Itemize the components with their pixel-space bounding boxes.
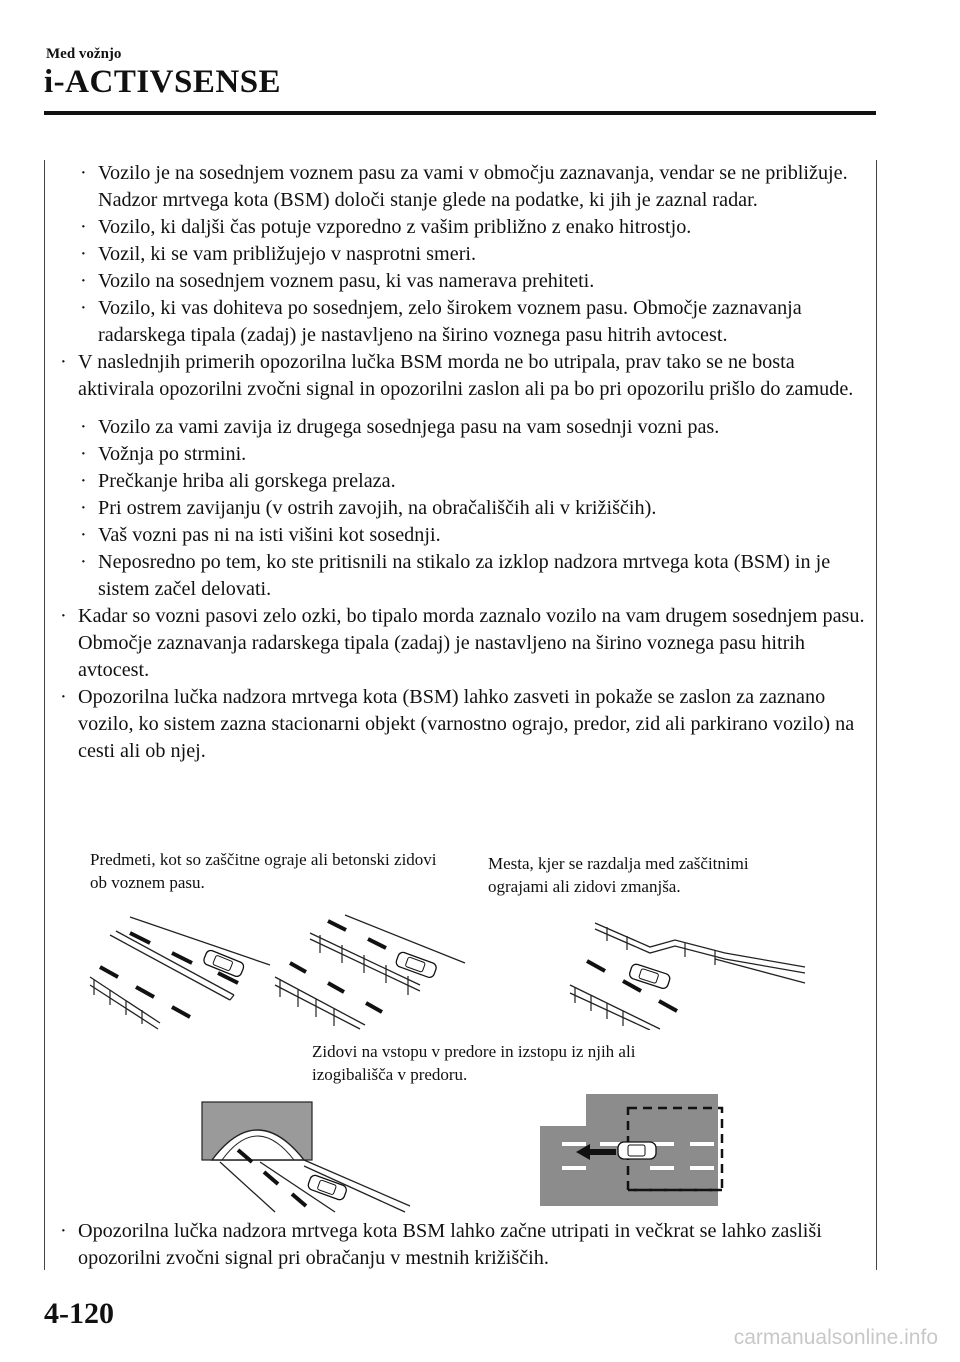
page-title: i-ACTIVSENSE <box>44 64 282 100</box>
main-bullet: · Kadar so vozni pasovi zelo ozki, bo tipalo morda zaznalo vozilo na vam drugem sosednjem pasu. Območje zaznavanja radarskega tipala (zadaj) je nastavljeno na širino voznega pasu hitrih avtocest. <box>60 605 865 681</box>
sub-bullet: · Pri ostrem zavijanju (v ostrih zavojih, na obračališčih ali v križiščih). <box>80 497 657 519</box>
narrowing-guardrail-illustration <box>565 905 815 1030</box>
body-text <box>56 160 868 765</box>
main-bullet: · V naslednjih primerih opozorilna lučka BSM morda ne bo utripala, prav tako se ne bosta aktivirala opozorilni zvočni signal in opozorilni zaslon ali pa bo pri opozorilu prišlo do zamude. <box>60 351 854 400</box>
tunnel-illustration <box>200 1100 415 1215</box>
sub-bullet: · Vozilo je na sosednjem voznem pasu za vami v območju zaznavanja, vendar se ne približuje. Nadzor mrtvega kota (BSM) določi stanje glede na podatke, ki jih je zaznal radar. <box>80 162 848 211</box>
sub-bullet: · Vozilo na sosednjem voznem pasu, ki vas namerava prehiteti. <box>80 270 595 292</box>
sub-bullet: · Prečkanje hriba ali gorskega prelaza. <box>80 470 396 492</box>
sub-bullet: · Vaš vozni pas ni na isti višini kot sosednji. <box>80 524 441 546</box>
sub-bullet: · Neposredno po tem, ko ste pritisnili na stikalo za izklop nadzora mrtvega kota (BSM) in je sistem začel delovati. <box>80 551 831 600</box>
sub-bullet: · Vozilo za vami zavija iz drugega sosednjega pasu na vam sosednji vozni pas. <box>80 416 720 438</box>
watermark: carmanualsonline.info <box>733 1326 938 1349</box>
caption-narrowing: Mesta, kjer se razdalja med zaščitnimi ograjami ali zidovi zmanjša. <box>488 854 749 896</box>
car-icon <box>395 951 438 979</box>
intersection-top-view-illustration <box>538 1090 728 1210</box>
page-number: 4-120 <box>44 1297 114 1330</box>
title-rule <box>44 111 876 115</box>
car-icon <box>202 949 245 978</box>
sub-bullet: · Vozilo, ki daljši čas potuje vzporedno z vašim približno z enako hitrostjo. <box>80 216 692 238</box>
road-guardrail-illustration <box>270 905 470 1030</box>
sub-bullet: · Vozil, ki se vam približujejo v nasprotni smeri. <box>80 243 477 265</box>
left-margin-rule <box>44 160 45 1270</box>
sub-bullet: · Vožnja po strmini. <box>80 443 247 465</box>
caption-guardrails: Predmeti, kot so zaščitne ograje ali betonski zidovi ob voznem pasu. <box>90 850 437 892</box>
caption-tunnel: Zidovi na vstopu v predore in izstopu iz njih ali izogibališča v predoru. <box>312 1042 636 1084</box>
sub-bullet: · Vozilo, ki vas dohiteva po sosednjem, zelo širokem voznem pasu. Območje zaznavanja radarskega tipala (zadaj) je nastavljeno na širino voznega pasu hitrih avtocest. <box>80 297 802 346</box>
main-bullet: · Opozorilna lučka nadzora mrtvega kota (BSM) lahko zasveti in pokaže se zaslon za zaznano vozilo, ko sistem zazna stacionarni objekt (varnostno ograjo, predor, zid ali parkirano vozilo) na cesti ali ob njej. <box>60 686 855 762</box>
car-icon <box>618 1142 656 1159</box>
main-bullet: · Opozorilna lučka nadzora mrtvega kota BSM lahko začne utripati in večkrat se lahko zasliši opozorilni zvočni signal pri obračanju v mestnih križiščih. <box>60 1220 822 1269</box>
right-margin-rule <box>876 160 877 1270</box>
section-label: Med vožnjo <box>46 46 122 62</box>
body-text-bottom <box>56 1218 868 1272</box>
road-wall-illustration <box>80 905 280 1030</box>
